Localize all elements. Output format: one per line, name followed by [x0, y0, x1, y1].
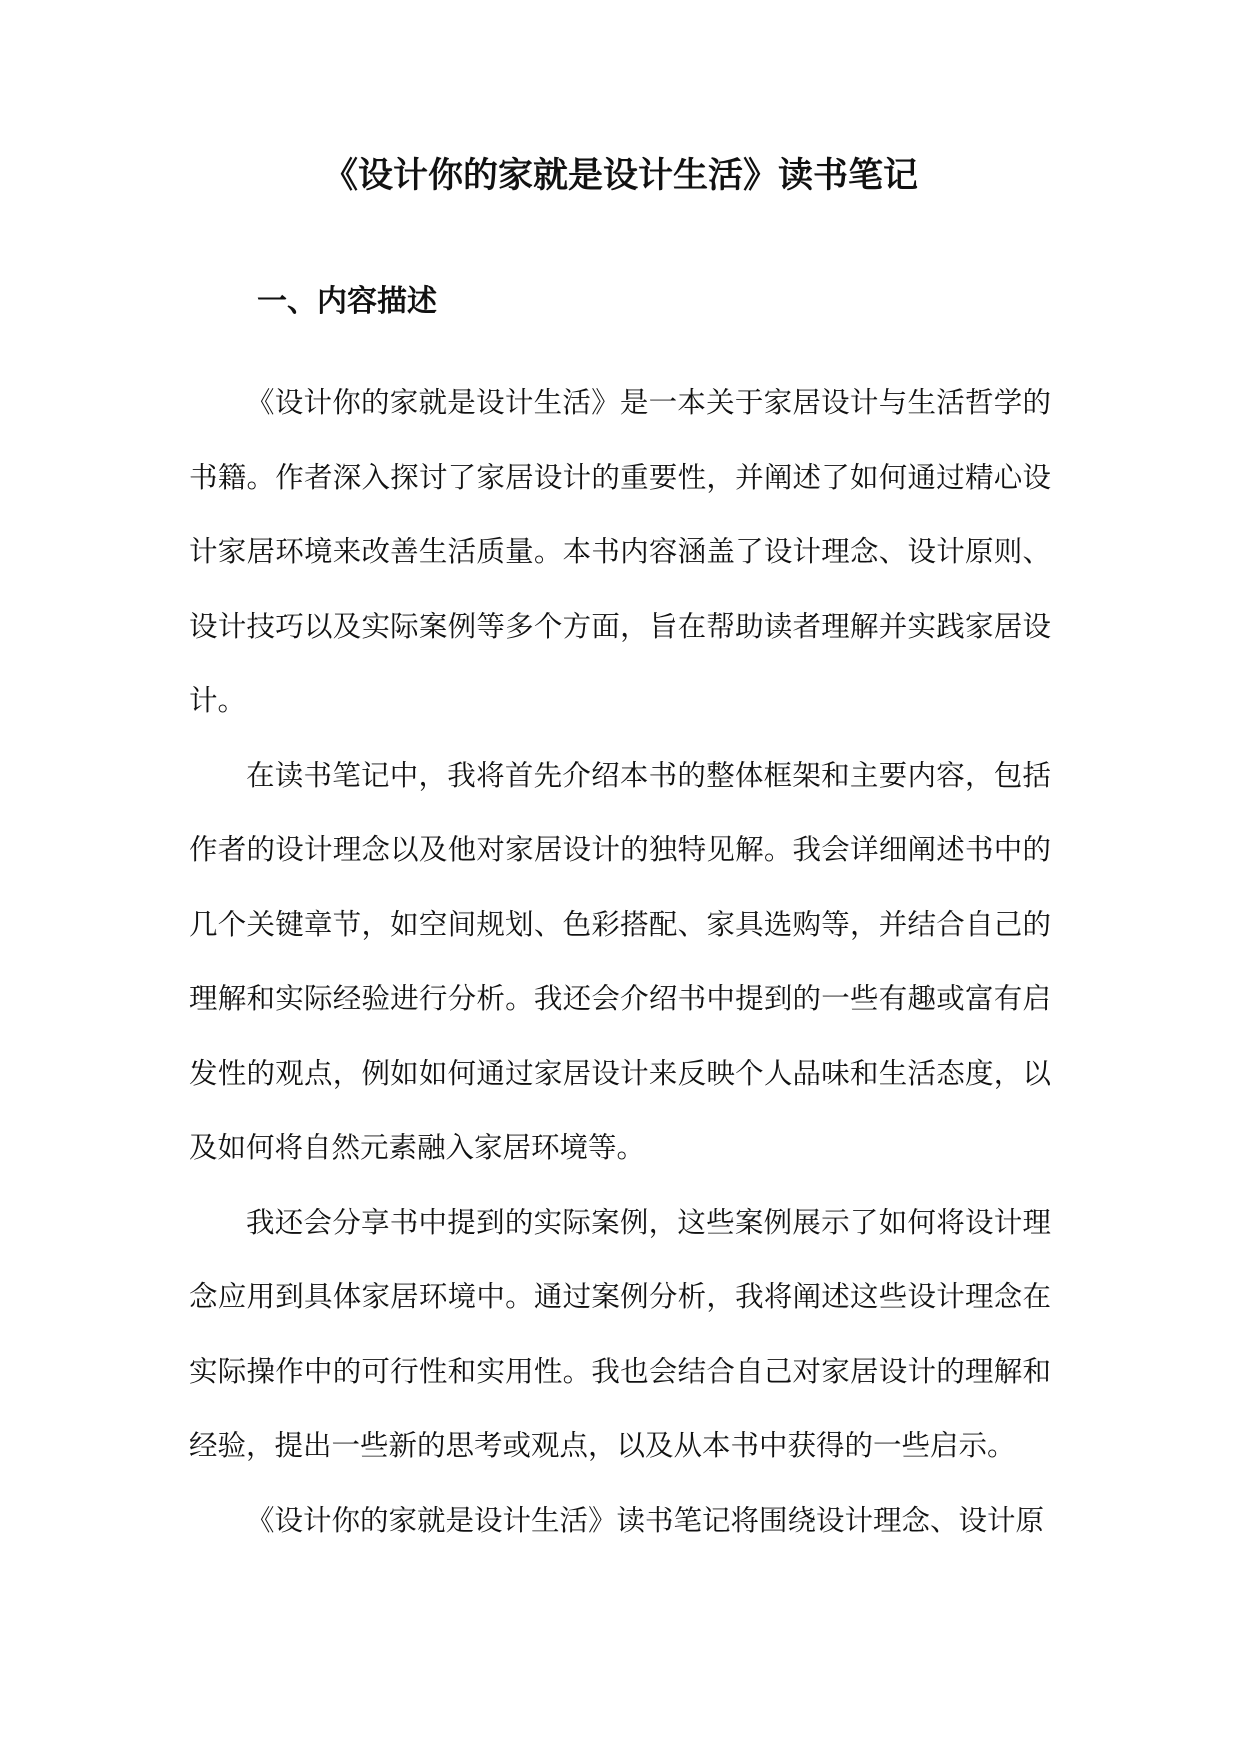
paragraph: 《设计你的家就是设计生活》是一本关于家居设计与生活哲学的书籍。作者深入探讨了家居设计的重要性，并阐述了如何通过精心设计家居环境来改善生活质量。本书内容涵盖了设计理念、设计原则、设计技巧以及实际案例等多个方面，旨在帮助读者理解并实践家居设计。	[189, 386, 1051, 717]
document-title: 《设计你的家就是设计生活》读书笔记	[322, 156, 918, 196]
paragraph: 在读书笔记中，我将首先介绍本书的整体框架和主要内容，包括作者的设计理念以及他对家居设计的独特见解。我会详细阐述书中的几个关键章节，如空间规划、色彩搭配、家具选购等，并结合自己的理解和实际经验进行分析。我还会介绍书中提到的一些有趣或富有启发性的观点，例如如何通过家居设计来反映个人品味和生活态度，以及如何将自然元素融入家居环境等。	[189, 758, 1051, 1164]
section-heading: 一、内容描述	[257, 284, 437, 319]
paragraph: 我还会分享书中提到的实际案例，这些案例展示了如何将设计理念应用到具体家居环境中。通过案例分析，我将阐述这些设计理念在实际操作中的可行性和实用性。我也会结合自己对家居设计的理解和经验，提出一些新的思考或观点，以及从本书中获得的一些启示。	[189, 1205, 1051, 1462]
document-body	[189, 366, 1051, 1558]
paragraph: 《设计你的家就是设计生活》读书笔记将围绕设计理念、设计原	[246, 1503, 1045, 1537]
